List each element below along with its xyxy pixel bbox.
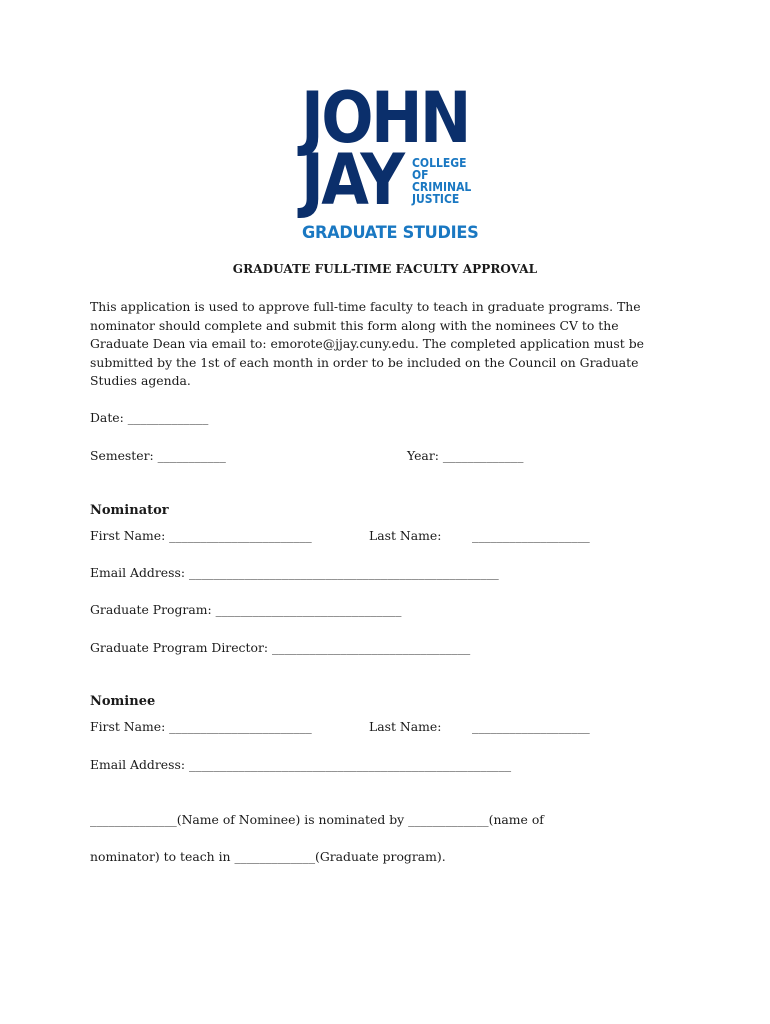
nominee-email-field[interactable]: Email Address: ____________________________________________________ [90, 757, 512, 772]
nominator-heading: Nominator [90, 503, 169, 518]
john-jay-logo [301, 77, 479, 243]
nominator-first-name-field[interactable]: First Name: _______________________ [90, 528, 312, 543]
logo-graduate-studies-text: GRADUATE STUDIES [302, 223, 479, 243]
nomination-statement-line1[interactable]: ______________(Name of Nominee) is nominated by _____________(name of [90, 812, 544, 827]
nomination-statement-line2[interactable]: nominator) to teach in _____________(Graduate program). [90, 849, 446, 864]
form-title: GRADUATE FULL-TIME FACULTY APPROVAL [232, 262, 538, 276]
logo-college-text: COLLEGE OF CRIMINAL JUSTICE [412, 156, 472, 206]
date-field[interactable]: Date: _____________ [90, 410, 209, 425]
nominator-email-field[interactable]: Email Address: __________________________________________________ [90, 565, 499, 580]
nominator-last-name-field[interactable]: ___________________ [472, 528, 590, 543]
nominee-first-name-field[interactable]: First Name: _______________________ [90, 719, 312, 734]
nominee-heading: Nominee [90, 694, 156, 709]
year-field[interactable]: Year: _____________ [407, 448, 524, 463]
logo-john-text: JOHN [301, 77, 469, 159]
logo-jay-text: JAY [301, 139, 403, 221]
nominee-last-name-field[interactable]: ___________________ [472, 719, 590, 734]
graduate-program-director-field[interactable]: Graduate Program Director: ________________________________ [90, 640, 471, 655]
nominee-last-name-label: Last Name: [369, 719, 442, 734]
semester-field[interactable]: Semester: ___________ [90, 448, 226, 463]
intro-paragraph: This application is used to approve full-time faculty to teach in graduate programs. The nominator should complete and submit this form along with the nominees CV to the Graduate Dean via email to: emorote@jjay.cuny.edu. The completed application must be submitted by the 1st of each month in order to be included on the Council on Graduate Studies agenda. [90, 299, 644, 388]
graduate-program-field[interactable]: Graduate Program: ______________________________ [90, 602, 402, 617]
nominator-last-name-label: Last Name: [369, 528, 442, 543]
